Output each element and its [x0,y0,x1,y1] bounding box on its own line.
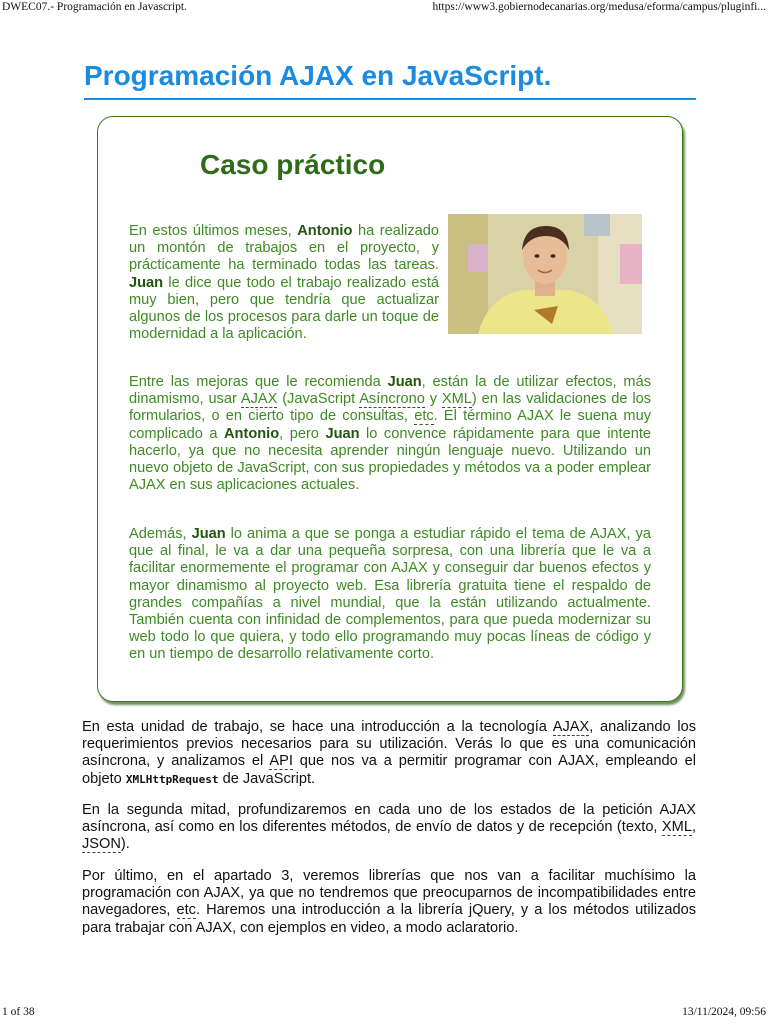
glossary-term-ajax[interactable]: AJAX [240,391,278,408]
print-footer [0,1006,768,1024]
glossary-term-asincrono[interactable]: Asíncrono [359,391,425,408]
intro-paragraph-3 [82,868,696,937]
text: ). [120,836,130,853]
caso-practico-box [97,116,683,702]
glossary-term-xml[interactable]: XML [441,391,472,408]
print-header [0,0,768,18]
page-counter: 1 of 38 [2,1006,35,1018]
caso-paragraph-2 [129,374,651,494]
text: En estos últimos meses, [129,223,298,239]
text: le dice que todo el trabajo realizado está muy bien, pero que tendría que actualizar algunos de los procesos para darle un toque de modernidad a la aplicación. [129,274,439,343]
text: de JavaScript. [218,770,316,787]
caso-paragraph-3 [129,526,651,664]
glossary-term-etc[interactable]: etc [176,902,196,919]
text: y [424,391,442,408]
text: Además, [129,526,192,542]
antonio-photo [448,214,642,334]
intro-paragraph-1 [82,719,696,788]
name-antonio: Antonio [224,425,280,442]
name-juan: Juan [191,526,226,542]
text: Entre las mejoras que le recomienda [129,374,388,390]
page-title: Programación AJAX en JavaScript. [84,60,696,100]
text: lo anima a que se ponga a estudiar rápido el tema de AJAX, ya que al final, le va a dar una pequeña sorpresa, con una librería que le va a facilitar enormemente el programar con AJAX y conseguir dar buenos efectos y mayor dinamismo al proyecto web. Esa librería gratuita tiene el respaldo de grandes compañías a nivel mundial, que la están utilizando actualmente. También cuenta con infinidad de complementos, para que pueda modernizar su web todo lo que quiera, y todo ello programando muy pocas líneas de código y en un tiempo de desarrollo relativamente corto. [129,526,651,663]
glossary-term-json[interactable]: JSON [82,836,121,853]
glossary-term-api[interactable]: API [269,753,293,770]
print-timestamp: 13/11/2024, 09:56 [682,1006,766,1018]
header-doc-title: DWEC07.- Programación en Javascript. [2,1,187,13]
text: , están la de utilizar efectos, más dinamismo, usar [129,374,651,408]
name-juan: Juan [129,274,164,291]
text: En la segunda mitad, profundizaremos en cada uno de los estados de la petición AJAX asíncrona, así como en los diferentes métodos, de envío de datos y de recepción (texto, [82,802,696,836]
name-antonio: Antonio [297,223,353,239]
caso-practico-heading: Caso práctico [200,149,386,180]
portrait-image [448,214,642,334]
text: , [691,819,696,836]
text: En esta unidad de trabajo, se hace una introducción a la tecnología [82,719,553,735]
text: , pero [279,425,326,442]
text: ha realizado un montón de trabajos en el proyecto, y prácticamente ha terminado todas las tareas. [129,223,439,274]
code-xmlhttprequest: XMLHttpRequest [125,772,219,786]
glossary-term-xml[interactable]: XML [661,819,692,836]
text: , analizando los requerimientos previos necesarios para su utilización. Verás lo que es una comunicación asíncrona, y analizamos el [82,719,696,770]
glossary-term-ajax[interactable]: AJAX [552,719,590,735]
intro-paragraph-2 [82,802,696,854]
header-url: https://www3.gobiernodecanarias.org/medusa/eforma/campus/pluginfi... [432,1,766,13]
text: que nos va a permitir programar con AJAX, empleando el objeto [82,753,697,787]
text: lo convence rápidamente para que intente hacerlo, ya que no necesita aprender ningún lenguaje nuevo. Utilizando un nuevo objeto de JavaScript, con sus propiedades y métodos va a poder emplear AJAX en sus aplicaciones actuales. [129,425,652,494]
name-juan: Juan [325,425,360,442]
caso-paragraph-1 [129,223,439,343]
text: Por último, en el apartado 3, veremos librerías que nos van a facilitar muchísimo la programación con AJAX, ya que no tendremos que preocuparnos de incompatibilidades entre navegadores, [82,868,696,919]
text: ) en las validaciones de los formularios, o en cierto tipo de consultas, [129,391,652,425]
name-juan: Juan [387,374,422,390]
glossary-term-etc[interactable]: etc [414,408,434,425]
text: (JavaScript [277,391,360,408]
text: . El término AJAX le suena muy complicado a [129,408,651,442]
text: . Haremos una introducción a la librería jQuery, y a los métodos utilizados para trabajar con AJAX, con ejemplos en video, a modo aclaratorio. [82,902,696,936]
